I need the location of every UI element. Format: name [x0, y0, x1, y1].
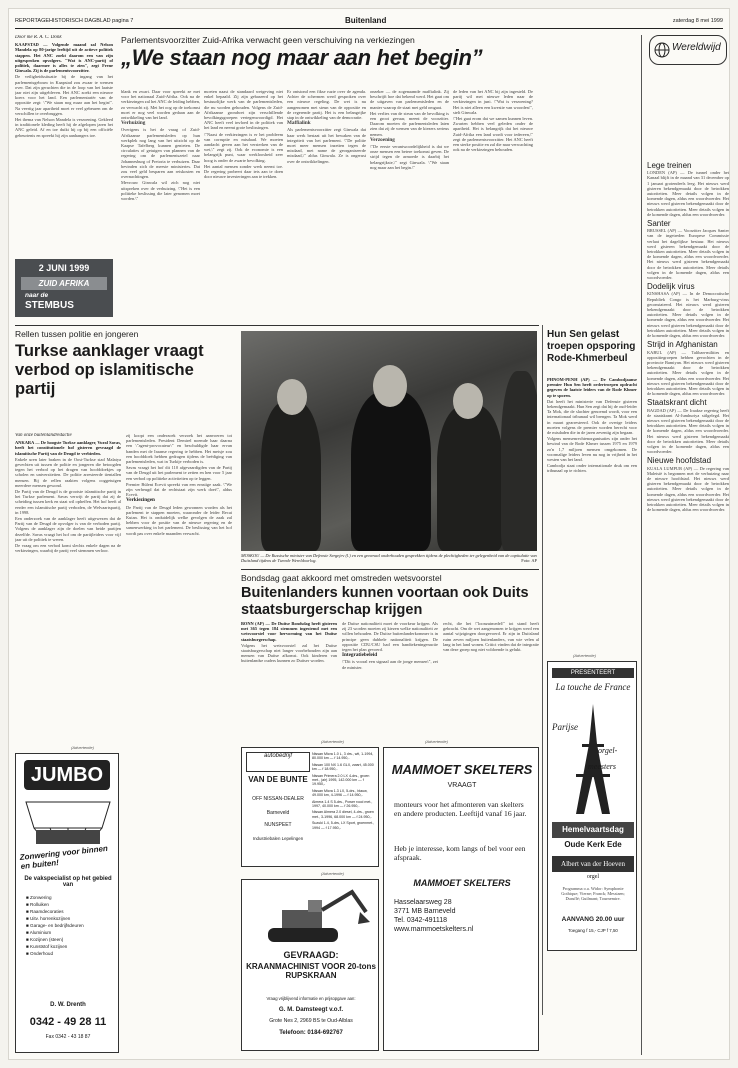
kraan-subtitle: KRAANMACHINIST VOOR 20-tons RUPSKRAAN: [246, 962, 376, 980]
turkey-headline: Turkse aanklager vraagt verbod op islamitische partij: [15, 342, 204, 398]
mammoet-web[interactable]: www.mammoetskelters.nl: [394, 926, 474, 933]
jumbo-fax: Fax 0342 - 43 18 87: [45, 1034, 91, 1040]
france-word-1: Parijse: [552, 722, 578, 732]
turkey-byline: Van onze buitenlandredactie: [15, 433, 72, 438]
car-listing: Almera 1.4 S 5-drs., Power rood met., 1997, 40.000 km — f 26.950,-: [312, 799, 373, 809]
sidebar-item-text: KABUL (AP) — Taliban-milities en oppositiegroepen hebben gevochten in de provincie Bamiyan. Het nieuws werd gisteren bekendgemaakt door de betrokken autoriteiten. Meer details volgen in de komende dagen, aldus een woordvoerder. Het nieuws werd gisteren bekendgemaakt door de betrokken autoriteiten. Meer details volgen in de komende dagen, aldus een woordvoerder.: [647, 349, 729, 397]
jumbo-name: D. W. Drenth: [50, 1002, 86, 1008]
jumbo-list-item: ■ Uitv. horrenkozijnen: [26, 916, 71, 921]
france-tickets: Toegang f 15,- CJP f 7,50: [568, 928, 618, 933]
bunte-dealer: OFF NISSAN-DEALER: [252, 796, 304, 802]
lead-headline: „We staan nog maar aan het begin”: [121, 45, 483, 70]
awning-icon: [22, 794, 114, 846]
kraan-address: Grote Nes 2, 2969 BS te Oud-Alblas: [269, 1018, 353, 1024]
france-ad: PRESENTEERT La touche de France Parijse orgel- meesters Hemelvaartsdag Oude Kerk Ede Albert van der Hoeven orgel Programma o.a. Widor: Symphonie Gothique; Vierne; Franck; Messiaen; Duruflé; Guilmant; Tournemire. AANVANG 20.00 uur Toegang f 15,- CJP f 7,50: [547, 661, 637, 951]
sidebar-item-heading: Staatskrant dicht: [647, 398, 707, 408]
cambodia-headline: Hun Sen gelast troepen opsporing Rode-Khmerbeul: [547, 329, 636, 364]
sidebar-item-text: BAGDAD (AP) — De Iraakse regering heeft de staatskrant Al-Jumhuriya stilgelegd. Het nieuws werd gisteren bekendgemaakt door de betrokken autoriteiten. Meer details volgen in de komende dagen, aldus een woordvoerder. Het nieuws werd gisteren bekendgemaakt door de betrokken autoriteiten. Meer details volgen in de komende dagen, aldus een woordvoerder.: [647, 407, 729, 455]
sidebar-item-text: BRUSSEL (AP) — Voorzitter Jacques Santer van de ingetreden Europese Commissie verlaat het dagelijkse bestuur. Het nieuws werd gisteren bekendgemaakt door de betrokken autoriteiten. Meer details volgen in de komende dagen, aldus een woordvoerder. Het nieuws werd gisteren bekendgemaakt door de betrokken autoriteiten. Meer details volgen in de komende dagen, aldus een woordvoerder.: [647, 228, 729, 281]
germany-col-2: de Duitse nationaliteit moet de voorkeur krijgen. Als zij 23 worden moeten zij kiezen welke nationaliteit ze willen behouden. De Duitse buitenlanderkommer is in principe geen dubbele nationaliteit krijgen. De oppositie CDU/CSU had een handtekeningenactie tegen het plan gevoerd. Integratiebeleid \"Dit is vooral een signaal aan de jonge mensen\", zei de minister.: [342, 621, 438, 670]
lead-subhead-2: Maffialink: [287, 120, 311, 127]
lead-headline-block: [121, 35, 541, 69]
mammoet-verb: VRAAGT: [447, 782, 477, 789]
france-title: La touche de France: [555, 682, 631, 692]
bunte-name: VAN DE BUNTE: [248, 775, 308, 784]
turkey-dateline: ANKARA — De hoogste Turkse aanklager, Vural Savas, heeft het constitutionele hof gisteren gevraagd de islamitische Partij van de Deugd te verbieden.: [15, 440, 121, 456]
banner-date: 2 JUNI 1999: [38, 263, 90, 273]
mammoet-body: monteurs voor het afmonteren van skelters en andere producten. Leeftijd vanaf 16 jaar.: [394, 800, 527, 818]
jumbo-logo: JUMBO: [24, 760, 110, 790]
cambodia-body: PHNOM-PENH (AP) — De Cambodjaanse premier Hun Sen heeft ordertroepen opdracht gegeven de laatste leiders van de Rode Khmer op te sporen. Dat heeft het ministerie van Defensie gisteren bekendgemaakt. Hun Sen zegt dat hij de oud-leider Ta Mok, die de slachter genoemd wordt, voor een internationaal tribunaal wil brengen. Ta Mok werd in maart gearresteerd. Ook de overige leiders moeten volgens de premier worden berecht voor de misdaden die in de jaren zeventig zijn begaan. Volgens mensenrechtenorganisaties zijn onder het bewind van de Rode Khmer tussen 1975 en 1979 zo'n 1,7 miljoen mensen omgekomen. De voormalige leiders leven nu nog in vrijheid in het westen van het land. Cambodja staat onder internationale druk om een tribunaal op te richten.: [547, 377, 637, 474]
sidebar-header: [649, 35, 727, 65]
car-listing: Nissan Almera 2.0 diesel, 4-drs., groen met., 3-1996, 68.000 km — f 24.950,-: [312, 810, 374, 819]
kraan-title: GEVRAAGD:: [283, 950, 339, 960]
mammoet-street: Hasselaarsweg 28: [394, 899, 452, 906]
germany-kicker: Bondsdag gaat akkoord met omstreden wetsvoorstel: [241, 573, 442, 583]
sidebar-item-heading: Dodelijk virus: [647, 282, 695, 292]
kraan-note: Vraag vrijblijvend informatie en prijsopgave aan:: [266, 996, 356, 1001]
masthead-date: zaterdag 8 mei 1999: [672, 18, 723, 24]
jumbo-list-item: ■ Kozijnen (steen): [26, 937, 64, 942]
germany-headline-block: [241, 573, 539, 619]
globe-icon: [654, 42, 670, 58]
masthead: [15, 15, 723, 29]
germany-dateline: BONN (AP) — De Duitse Bondsdag heeft gisteren met 365 tegen 184 stemmen ingestemd met een wetsvoorstel voor hervorming van het Duitse staatsburgerschap.: [241, 621, 337, 642]
jumbo-list-item: ■ Onderhoud: [26, 951, 54, 956]
jumbo-list-item: ■ Aluminium: [26, 930, 52, 935]
mammoet-city: 3771 MB Barneveld: [394, 908, 456, 915]
mammoet-title: MAMMOET SKELTERS: [391, 762, 533, 777]
bunte-car-list: [312, 752, 376, 832]
bunte-partner: NUNSPEET: [264, 822, 292, 828]
bunte-ad: [241, 747, 379, 867]
cambodia-headline-block: [547, 329, 637, 365]
france-footer: AANVANG 20.00 uur: [561, 916, 625, 923]
mammoet-phone: Tel. 0342-491118: [394, 917, 448, 924]
jumbo-list-item: ■ Garage- en bedrijfsdeuren: [26, 923, 84, 928]
france-word-3: meesters: [588, 762, 616, 771]
jumbo-phone: 0342 - 49 28 11: [29, 1016, 107, 1028]
car-listing: Nissan Primera 2.0 LX 4-drs., groen met., (air) 1995, 142.000 km — f 19.950,-: [312, 773, 370, 787]
news-photo: [241, 331, 537, 551]
banner-word: STEMBUS: [25, 300, 74, 311]
germany-col-3: recht, die het \"loonzuimedel\" tot stand heeft gebracht. Om de wet aangenomen te krijgen werd een aantal wijzigingen doorgevoerd. Er zijn in Duitsland ruim zeven miljoen buitenlanders, van wie velen al lang in het land wonen. Critici vinden dat de integratie van deze groep nog niet voldoende is gelukt.: [443, 621, 539, 653]
jumbo-ad: [15, 753, 119, 1053]
car-listing: Suzuki 1.4, 5-drs, LX Sport, groenmet., 1994 — f 17.950,-: [312, 821, 375, 830]
lead-body-col-1: blank en zwart. Daar voor spreekt ze met voor het nationaal Zuid-Afrika. Ook na de verkiezingen zal het ANC de leiding hebben, zo verwacht zij. Met het oog op de toekomst moet er nog veel worden gedaan aan de ontwikkeling van het land. Verhuizing Overigens is het de vraag of Zuid-Afrikaanse parlementsleden op hun werkplek nog lang van het uitzicht op de Kaapse Tafelberg kunnen genieten. De circulaties of getuigen van plannen van de regering om de parlementszetel naar Johannesburg of Pretoria te verhuizen. Daar bevinden zich de meeste ministeries. Dat zou veel geld besparen aan reiskosten en overnachtingen. Mevrouw Ginwala wil zich nog niet uitspreken over de verhuizing. \"Het is een politieke beslissing die later genomen moet worden.\": [121, 89, 200, 202]
bunte-ad-label: (Advertentie): [321, 739, 344, 744]
photo-caption-text: MOSKOU — De Russische minister van Defensie Sergejev (l.) en een generaal onderhouden gesprekken tijdens de plechtigheden ter gelegenheid van de capitulatie van Duitsland tijdens de Tweede Wereldoorlog.: [241, 553, 537, 564]
lead-body-col-4: onzeker — de zogenaamde maffialink. Zij beschrijft hoe dat bekend werd. Het gaat om de uitgaven van parlementsleden en de manier waarop de staat met geld omgaat. Het verlies van de steun van de bevolking is een groot gevaar, meent de voorzitter. Daarom moeten de parlementsleden laten zien dat zij de wensen van de kiezers serieus nemen. Verzoening \"De eerste verantwoordelijkheid is dat we onze mensen een betere toekomst geven. De strijd tegen de armoede is daarbij het belangrijkste,\" zegt Ginwala. \"We staan nog maar aan het begin.\": [370, 89, 449, 170]
eiffel-tower-icon: [566, 704, 620, 814]
jumbo-list-item: ■ Rolluiken: [26, 902, 49, 907]
turkey-ad-label: (Advertentie): [71, 745, 94, 750]
lead-body-col-3: Er ontstond een fikse ruzie over de agenda. Achter de schermen werd gesproken over een nieuwe regeling. De wet is nu aangenomen met steun van de oppositie en de regerende partij. Het is een belangrijke stap in de ontwikkeling van de democratie. Maffialink Als parlementsvoorzitter zegt Ginwala dat haar werk bestaat uit het bewaken van de integriteit van het parlement. \"De politie moet meer mensen inzetten tegen de misdaad, met name de georganiseerde misdaad,\" aldus Ginwala. Ze is ongerust over de ontwikkelingen.: [287, 89, 366, 164]
turkey-kicker: Rellen tussen politie en jongeren: [15, 329, 139, 339]
jumbo-list-item: ■ Kunststof kozijnen: [26, 944, 68, 949]
kraan-ad: [241, 879, 379, 1051]
kraan-company: G. M. Damsteegt v.o.f.: [278, 1006, 344, 1013]
excavator-icon: [248, 886, 374, 948]
lead-intro-column: Door me R. A. C. Donk KAAPSTAD — Volgende maand zal Nelson Mandela op 80-jarige leeftijd uit de actieve politiek stappen. Het ANC zoekt daarom een van zijn uitgesproken opvolgers. "Wat is ANC-partij of politiek, daarmee is alles te zien", zegt Frene Ginwala. Zij is de parlementsvoorzitter. De veiligheidssituatie bij de ingang van het parlementsgebouw in Kaapstad zou zwaar te wensen over. Dat zijn geruchten die in de loop van het laatste jaar niet zijn uitgebleven. Het ANC zoekt een nieuwe koers voor het land. Een parlementariër van de oppositie zegt: \"We staan nog maar aan het begin\". Na veertig jaar apartheid moet er veel gebeuren om de verschillen te overbruggen. Het thema van Nelson Mandela is verzoening. Gekleed in traditionele kleding heeft hij de afgelopen jaren het ANC geleid. Af en toe duikt hij op bij een officiële gebeurtenis en spreekt hij zijn aanhangers toe.: [15, 35, 113, 138]
bunte-extra: Industriebalen Lepelingen: [252, 836, 304, 841]
france-performer: Albert van der Hoeven: [552, 856, 634, 872]
lead-kicker: Parlementsvoorzitter Zuid-Afrika verwacht geen verschuiving na verkiezingen: [121, 35, 415, 45]
cambodia-dateline: PHNOM-PENH (AP) — De Cambodjaanse premier Hun Sen heeft ordertroepen opdracht gegeven de laatste leiders van de Rode Khmer op te sporen.: [547, 377, 637, 398]
france-presenter: PRESENTEERT: [552, 668, 634, 678]
sidebar-item-heading: Lege treinen: [647, 161, 692, 170]
banner-tagline: naar de: [25, 292, 49, 299]
mammoet-ad: [383, 747, 539, 1051]
masthead-left: REPORTAGEHISTORISCH DAGBLAD pagina 7: [15, 18, 134, 24]
mammoet-logo: MAMMOET SKELTERS: [413, 878, 511, 888]
sidebar-title: Wereldwijd: [672, 42, 721, 53]
lead-subhead-3: Verzoening: [370, 136, 395, 143]
france-ad-label: (Advertentie): [573, 653, 596, 658]
newspaper-page: [8, 8, 730, 1060]
car-listing: Nissan Micra 1.3 LX, 5-drs., blauw, 49.000 km, 4-1996 — f 14.950,-: [312, 788, 368, 798]
lead-subhead-1: Verhuizing: [121, 120, 146, 127]
sidebar-item-heading: Santer: [647, 219, 671, 229]
photo-credit: Foto: AP: [521, 558, 537, 564]
germany-col-1: BONN (AP) — De Duitse Bondsdag heeft gisteren met 365 tegen 184 stemmen ingestemd met een wetsvoorstel voor hervorming van het Duitse staatsburgerschap. Volgens het wetsvoorstel zal het Duitse staatsburgerschap niet langer voorbehouden zijn aan mensen van Duitse afkomst. Ook kinderen van buitenlandse ouders kunnen zo Duitser worden.: [241, 621, 337, 664]
kraan-phone: Telefoon: 0184-692767: [279, 1030, 343, 1036]
lead-intro: KAAPSTAD — Volgende maand zal Nelson Mandela op 80-jarige leeftijd uit de actieve politiek stappen. Het ANC zoekt daarom een van zijn uitgesproken opvolgers. "Wat is ANC-partij of politiek, daarmee is alles te zien", zegt Frene Ginwala. Zij is de parlementsvoorzitter.: [15, 42, 113, 74]
bunte-title: autobedrijf: [263, 753, 293, 759]
jumbo-note: De vakspecialist op het gebied van: [24, 876, 112, 888]
kraan-ad-label: (Advertentie): [321, 871, 344, 876]
sidebar-item-text: KINSHASA (AP) — In de Democratische Republiek Congo is het Marburg-virus geconstateerd. Het nieuws werd gisteren bekendgemaakt door de betrokken autoriteiten. Meer details volgen in de komende dagen, aldus een woordvoerder. Het nieuws werd gisteren bekendgemaakt door de betrokken autoriteiten. Meer details volgen in de komende dagen, aldus een woordvoerder.: [647, 291, 729, 339]
mammoet-cta: Heb je interesse, kom langs of bel voor een afspraak.: [394, 844, 526, 862]
sidebar-items: [647, 159, 729, 1049]
lead-body-col-5: de leden van het ANC bij zijn ingesteld. De partij wil met nieuwe leden naar de verkiezingen in juni. \"Wat is verzoening? Het is niet alleen een kwestie van woorden\", stelt Ginwala. \"Het gaat erom dat we samen kunnen leven. Zwarten hebben veel geleden onder de apartheid. Het is belangrijk dat het nieuwe Zuid-Afrika een land wordt voor iedereen,\" zegt de parlementsvoorzitter. Het ANC heeft een sterke positie en zal die naar verwachting ook na de verkiezingen behouden.: [453, 89, 533, 153]
lead-body-col-2: moeten naast de standaard wetgeving niet enkel bepaald. Zij zijn gebaseerd op het bestuurlijke werk van de parlementsleden, die nu worden gehouden. Volgens de Zuid-Afrikaanse grondwet zijn verschillende bevolkingsgroepen vertegenwoordigd. Het ANC heeft veel invloed in de politiek van het land en neemt grote beslissingen. \"Naast de verkiezingen is er het probleem van corruptie en misdaad. We moeten aandacht geven aan het versterken van de wet,\" zegt zij. Ook de economie is een belangrijk punt, waar werkloosheid zeer hoog is onder de zwarte bevolking. Het aantal mensen zonder werk neemt toe. De regering probeert daar iets aan te doen door nieuwe investeringen aan te trekken.: [204, 89, 283, 180]
france-venue: Oude Kerk Ede: [564, 840, 622, 849]
sidebar-item-text: KUALA LUMPUR (AP) — De regering van Maleisië is begonnen met de verhuizing naar de nieuwe hoofdstad. Het nieuws werd gisteren bekendgemaakt door de betrokken autoriteiten. Meer details volgen in de komende dagen, aldus een woordvoerder. Het nieuws werd gisteren bekendgemaakt door de betrokken autoriteiten. Meer details volgen in de komende dagen, aldus een woordvoerder.: [647, 465, 729, 513]
bunte-logo: [246, 752, 310, 772]
france-role: orgel: [586, 874, 600, 880]
mammoet-address: [394, 898, 530, 934]
turkey-col-2: zij koopt een onderzoek verzoek het aanvoeren tot parlementsleden. President Demirel noemde haar daarna een \"agent-provocateur\" en beschuldigde haar ervan banden met de Iraanse regering te hebben. Het meisje zou een hoofddoek hebben gedragen tijdens de beëdiging van parlementsleden, wat in Turkije verboden is. Savas vraagt het hof dit 110 afgevaardigden van de Partij van de Deugd uit het parlement te zetten en hen voor 5 jaar een verbod op politieke activiteiten op te leggen. Premier Bülent Ecevit spreekt van een ernstige zaak. \"We zijn verheugd dat de rechtstaat zijn werk doet\", aldus Ecevit. Verkiezingen De Partij van de Deugd leden gewonnen worden als het parlement te stappen moeten, waaronder de leider Recai Kutan. Het is onduidelijk welke gevolgen de zaak zal hebben voor de positie van de nieuwe regering en de samenwerking in het parlement. De beslissing van het hof wordt pas over enkele maanden verwacht.: [126, 433, 232, 536]
jumbo-list-item: ■ Zonwering: [26, 895, 52, 900]
sidebar-item-text: LONDEN (AP) — De tunnel onder het Kanaal blijft in de maand van 31 december op 1 januari grotendeels leeg. Het nieuws werd gisteren bekendgemaakt door de betrokken autoriteiten. Meer details volgen in de komende dagen, aldus een woordvoerder. Het nieuws werd gisteren bekendgemaakt door de betrokken autoriteiten. Meer details volgen in de komende dagen, aldus een woordvoerder.: [647, 170, 729, 217]
turkey-col-1: Van onze buitenlandredactie ANKARA — De hoogste Turkse aanklager, Vural Savas, heeft het constitutionele hof gisteren gevraagd de islamitische Partij van de Deugd te verbieden. Enkele uren later braken in de Oost-Turkse stad Malatya gevechten uit tussen de politie en jongeren die betoogden tegen het verbod op het dragen van hoofddoekjes op scholen en universiteiten. De politie arresteerde tientallen mensen. Bij de rellen raakten volgens ooggetuigen meerdere mensen gewond. De Partij van de Deugd is de grootste islamitische partij in het Turkse parlement. Savas verwijt de partij dat zij de scheiding tussen kerk en staat wil opheffen. Het hof heeft al eerder een islamitische partij verboden, de Welvaartspartij, in 1998. Een onderzoek van de aanklager heeft uitgewezen dat de Partij van de Deugd de opvolger is van de verboden partij. Volgens de aanklager zijn de doelen van beide partijen dezelfde. Savas vraagt het hof om de partijleiders voor vijf jaar uit de politiek te weren. De vraag om een verbod komt slechts enkele dagen na de verkiezingen, waarbij de partij veel stemmen verloor.: [15, 433, 121, 554]
banner-country: ZUID AFRIKA: [21, 277, 107, 290]
bunte-city: Barneveld: [266, 810, 290, 816]
mammoet-ad-label: (Advertentie): [425, 739, 448, 744]
france-word-2: orgel-: [598, 746, 618, 755]
sidebar-item-heading: Strijd in Afghanistan: [647, 340, 718, 350]
election-banner: [15, 259, 113, 317]
germany-headline: Buitenlanders kunnen voortaan ook Duits staatsburgerschap krijgen: [241, 585, 529, 618]
sidebar-item-heading: Nieuwe hoofdstad: [647, 456, 712, 466]
section-title: Buitenland: [345, 16, 387, 25]
jumbo-list: [26, 894, 112, 957]
france-event: Hemelvaartsdag: [552, 822, 634, 838]
turkey-subhead: Verkiezingen: [126, 497, 155, 504]
lead-byline: Door me R. A. C. Donk: [15, 35, 62, 40]
jumbo-list-item: ■ Raamdecoraties: [26, 909, 64, 914]
photo-caption: [241, 553, 537, 563]
germany-subhead: Integratiebeleid: [342, 652, 378, 659]
turkey-headline-block: [15, 329, 237, 399]
car-listing: Nissan Micra 1.0 L, 3 drs., wit, 1-1994, 80.000 km — f 14.950,-: [312, 752, 374, 761]
jumbo-slogan: Zonwering voor binnen en buiten!: [19, 843, 109, 871]
car-listing: Nissan 100 NX 1.6 GLX, zwart, 45.000 km — f 18.950,-: [312, 762, 374, 772]
